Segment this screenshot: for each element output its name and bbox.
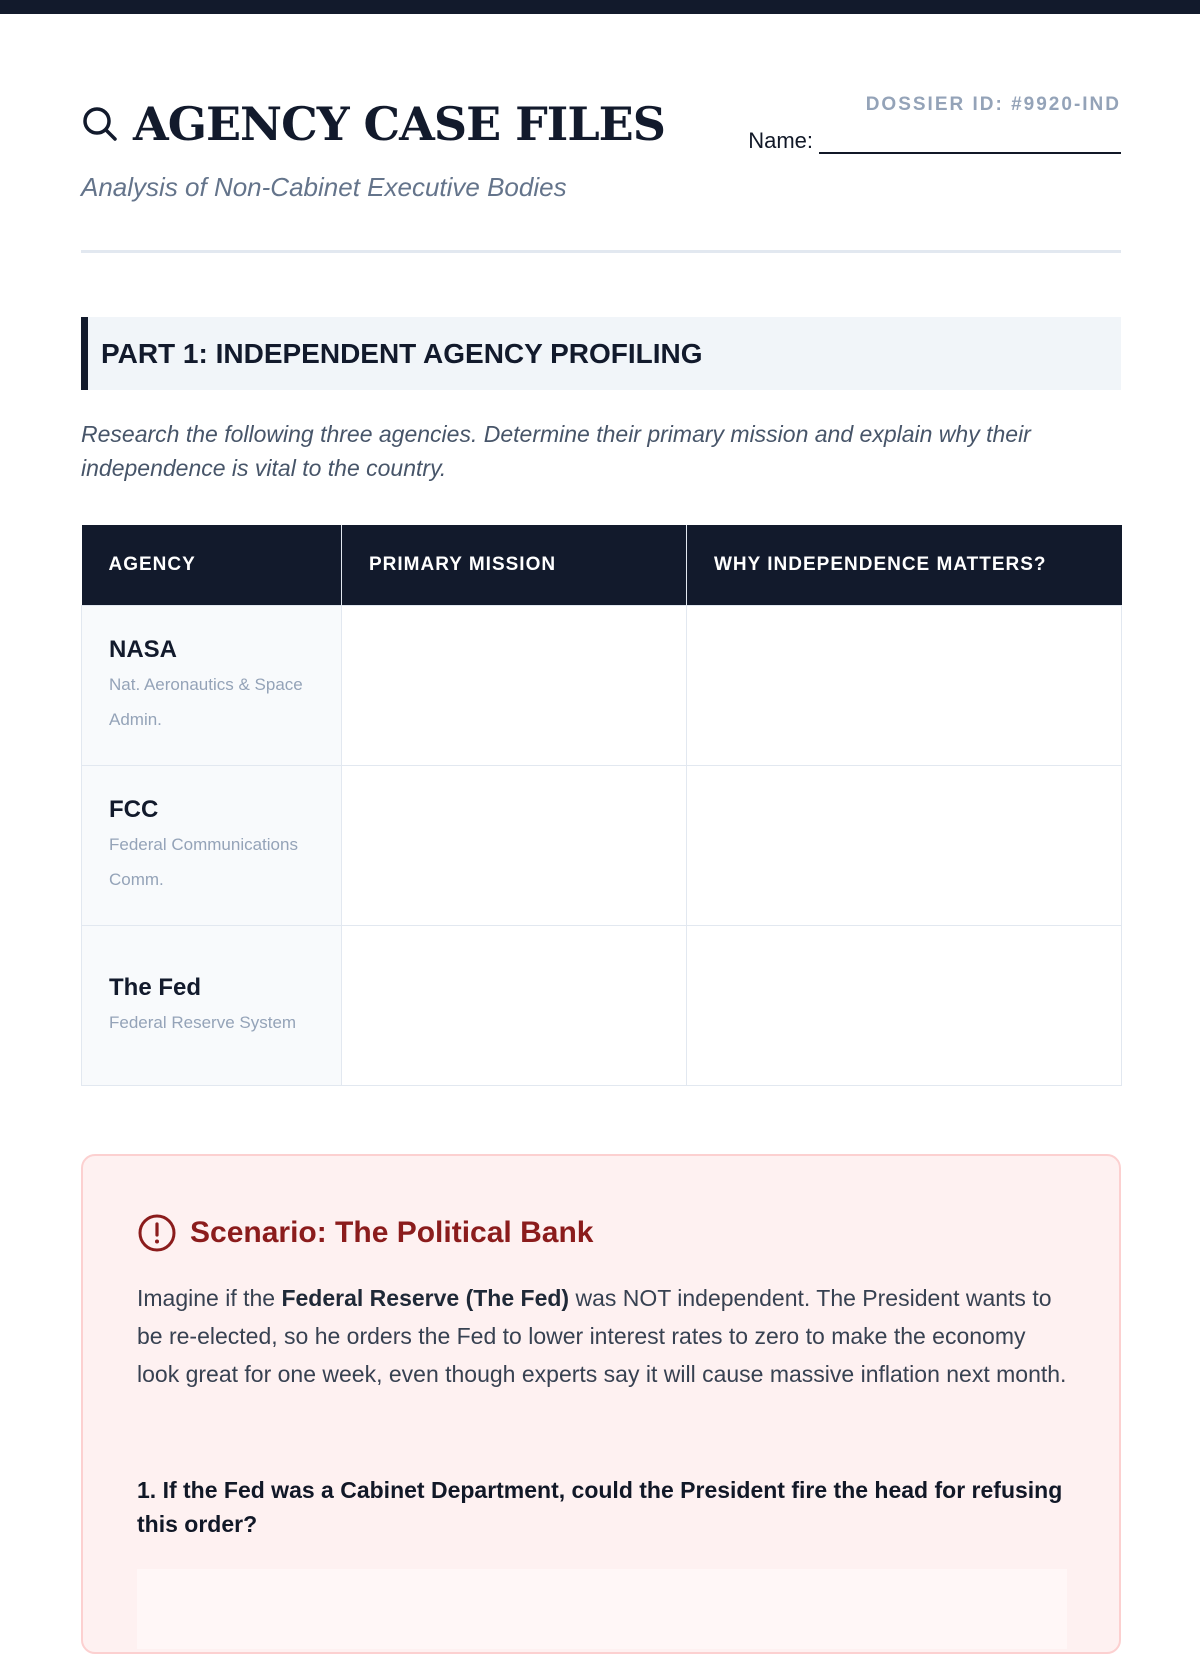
agency-full-name: Federal Reserve System bbox=[109, 1012, 297, 1032]
page-title: AGENCY CASE FILES bbox=[133, 97, 665, 151]
table-header-row bbox=[82, 525, 1122, 605]
scenario-text bbox=[137, 1279, 1067, 1393]
agency-full-name: Federal Communications Comm. bbox=[109, 835, 298, 889]
column-header-independence: WHY INDEPENDENCE MATTERS? bbox=[687, 525, 1122, 605]
scenario-title: Scenario: The Political Bank bbox=[190, 1216, 594, 1249]
mission-answer-cell[interactable] bbox=[342, 765, 687, 925]
title-row bbox=[81, 96, 665, 152]
worksheet-page bbox=[81, 0, 1121, 1537]
agency-cell bbox=[82, 605, 342, 765]
scenario-question-1: 1. If the Fed was a Cabinet Department, could the President fire the head for refusing this order? bbox=[137, 1477, 1063, 1537]
scenario-text-bold: Federal Reserve (The Fed) bbox=[281, 1285, 570, 1311]
name-field[interactable] bbox=[819, 132, 1121, 154]
answer-box-1[interactable] bbox=[137, 1569, 1067, 1649]
agency-cell bbox=[82, 765, 342, 925]
scenario-text-part: was NOT independent. The President wants to be re-elected, so he orders the Fed to lower interest rates to zero to make the economy look great for one week, even though experts say it will cause massive inflation next month. bbox=[137, 1285, 1067, 1387]
agency-name: The Fed bbox=[109, 973, 202, 1001]
name-label: Name: bbox=[748, 128, 813, 153]
table-row bbox=[82, 765, 1122, 925]
name-line bbox=[748, 128, 1121, 154]
part1-instructions: Research the following three agencies. Determine their primary mission and explain why their independence is vital to the country. bbox=[81, 421, 1031, 481]
page-subtitle: Analysis of Non-Cabinet Executive Bodies bbox=[81, 172, 567, 202]
mission-answer-cell[interactable] bbox=[342, 925, 687, 1085]
header bbox=[81, 0, 1121, 253]
alert-circle-icon bbox=[137, 1213, 177, 1253]
scenario-title-row bbox=[137, 1213, 593, 1253]
dossier-id: DOSSIER ID: #9920-IND bbox=[865, 94, 1121, 115]
agency-cell bbox=[82, 925, 342, 1085]
column-header-agency: AGENCY bbox=[82, 525, 342, 605]
independence-answer-cell[interactable] bbox=[687, 605, 1122, 765]
independence-answer-cell[interactable] bbox=[687, 925, 1122, 1085]
agency-name: FCC bbox=[109, 796, 159, 823]
search-icon bbox=[81, 105, 119, 143]
column-header-mission: PRIMARY MISSION bbox=[342, 525, 687, 605]
scenario-text-part: Imagine if the bbox=[137, 1285, 282, 1311]
agency-full-name: Nat. Aeronautics & Space Admin. bbox=[109, 675, 303, 729]
agency-table bbox=[81, 525, 1122, 1086]
part1-heading: PART 1: INDEPENDENT AGENCY PROFILING bbox=[81, 317, 1121, 390]
mission-answer-cell[interactable] bbox=[342, 605, 687, 765]
scenario-box bbox=[81, 1154, 1121, 1654]
independence-answer-cell[interactable] bbox=[687, 765, 1122, 925]
table-row bbox=[82, 925, 1122, 1085]
table-row bbox=[82, 605, 1122, 765]
agency-name: NASA bbox=[109, 636, 178, 663]
